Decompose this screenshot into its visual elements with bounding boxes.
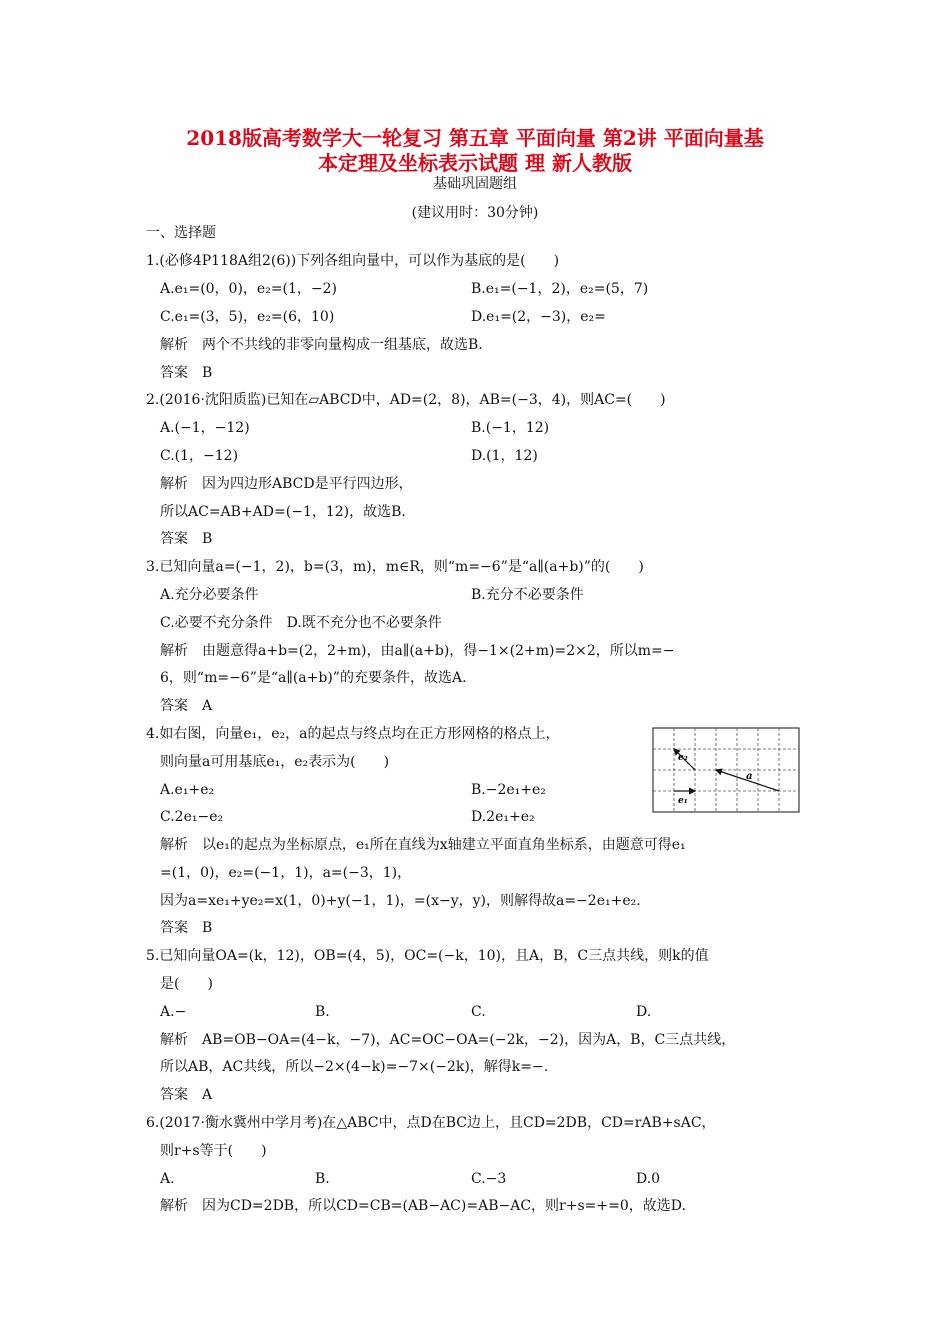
q2-option-b: B.(−1，12) xyxy=(471,420,550,436)
q6-option-d: D.0 xyxy=(636,1171,661,1187)
q5-stem-2: 是( ) xyxy=(160,976,213,992)
q4-option-a: A.e₁+e₂ xyxy=(160,782,215,798)
q4-analysis-1: 解析 以e₁的起点为坐标原点，e₁所在直线为x轴建立平面直角坐标系，由题意可得e₁ xyxy=(160,837,686,853)
label-a: a xyxy=(746,771,753,782)
q2-option-c: C.(1，−12) xyxy=(160,448,239,464)
q6-stem-1: 6.(2017·衡水冀州中学月考)在△ABC中，点D在BC边上，且CD=2DB，CD=rAB+sAC， xyxy=(146,1115,716,1131)
time-hint: (建议用时：30分钟) xyxy=(411,205,539,221)
q5-option-c: C. xyxy=(471,1004,486,1020)
q2-option-d: D.(1，12) xyxy=(471,448,538,464)
q4-analysis-3: 因为a=xe₁+ye₂=x(1，0)+y(−1，1)，=(x−y，y)，则解得故a=−2e₁+e₂. xyxy=(160,893,641,909)
q6-option-c: C.−3 xyxy=(471,1171,507,1187)
q2-analysis-1: 解析 因为四边形ABCD是平行四边形， xyxy=(160,476,413,492)
q6-analysis: 解析 因为CD=2DB，所以CD=CB=(AB−AC)=AB−AC，则r+s=+=0，故选D. xyxy=(160,1198,686,1214)
label-e1: e₁ xyxy=(678,796,688,806)
q4-option-c: C.2e₁−e₂ xyxy=(160,809,224,825)
q2-analysis-2: 所以AC=AB+AD=(−1，12)，故选B. xyxy=(160,504,406,520)
label-e2: e₂ xyxy=(678,753,688,763)
q3-analysis-2: 6，则“m=−6”是“a∥(a+b)”的充要条件，故选A. xyxy=(160,670,467,686)
q2-option-a: A.(−1，−12) xyxy=(160,420,250,436)
q5-option-a: A.− xyxy=(160,1004,187,1020)
q1-answer: 答案 B xyxy=(160,365,213,381)
q4-answer: 答案 B xyxy=(160,920,213,936)
q1-stem: 1.(必修4P118A组2(6))下列各组向量中，可以作为基底的是( ) xyxy=(146,253,560,269)
q3-option-cd: C.必要不充分条件 D.既不充分也不必要条件 xyxy=(160,615,442,631)
q5-answer: 答案 A xyxy=(160,1087,213,1103)
q5-stem-1: 5.已知向量OA=(k，12)，OB=(4，5)，OC=(−k，10)，且A，B，C三点共线，则k的值 xyxy=(146,948,709,964)
q3-analysis-1: 解析 由题意得a+b=(2，2+m)，由a∥(a+b)，得−1×(2+m)=2×2，所以m=− xyxy=(160,643,675,659)
q5-analysis-2: 所以AB，AC共线，所以−2×(4−k)=−7×(−2k)，解得k=−. xyxy=(160,1059,549,1075)
q1-option-b: B.e₁=(−1，2)，e₂=(5，7) xyxy=(471,281,649,297)
q6-option-b: B. xyxy=(315,1171,330,1187)
q5-option-b: B. xyxy=(315,1004,330,1020)
q1-option-d: D.e₁=(2，−3)，e₂= xyxy=(471,309,606,325)
q3-option-a: A.充分必要条件 xyxy=(160,587,259,603)
q2-answer: 答案 B xyxy=(160,531,213,547)
q4-option-d: D.2e₁+e₂ xyxy=(471,809,535,825)
q1-option-c: C.e₁=(3，5)，e₂=(6，10) xyxy=(160,309,335,325)
q4-option-b: B.−2e₁+e₂ xyxy=(471,782,546,798)
q4-stem-1: 4.如右图，向量e₁，e₂，a的起点与终点均在正方形网格的格点上， xyxy=(146,726,560,742)
q5-analysis-1: 解析 AB=OB−OA=(4−k，−7)，AC=OC−OA=(−2k，−2)，因为A，B，C三点共线， xyxy=(160,1032,736,1048)
doc-subtitle: 基础巩固题组 xyxy=(433,176,517,192)
q6-stem-2: 则r+s等于( ) xyxy=(160,1143,267,1159)
doc-title-line1: 2018版高考数学大一轮复习 第五章 平面向量 第2讲 平面向量基 xyxy=(186,126,764,150)
q3-option-b: B.充分不必要条件 xyxy=(471,587,584,603)
vector-grid-figure xyxy=(652,727,800,813)
q4-analysis-2: =(1，0)，e₂=(−1，1)，a=(−3，1)， xyxy=(160,865,412,881)
q3-stem: 3.已知向量a=(−1，2)，b=(3，m)，m∈R，则“m=−6”是“a∥(a+b)”的( ) xyxy=(146,559,644,575)
section-heading: 一、选择题 xyxy=(146,225,216,241)
q1-analysis: 解析 两个不共线的非零向量构成一组基底，故选B. xyxy=(160,337,483,353)
q3-answer: 答案 A xyxy=(160,698,213,714)
q1-option-a: A.e₁=(0，0)，e₂=(1，−2) xyxy=(160,281,338,297)
q5-option-d: D. xyxy=(636,1004,652,1020)
doc-title-line2: 本定理及坐标表示试题 理 新人教版 xyxy=(318,151,632,175)
q6-option-a: A. xyxy=(160,1171,175,1187)
q4-stem-2: 则向量a可用基底e₁，e₂表示为( ) xyxy=(160,754,390,770)
q2-stem: 2.(2016·沈阳质监)已知在▱ABCD中，AD=(2，8)，AB=(−3，4)，则AC=( ) xyxy=(146,392,666,408)
